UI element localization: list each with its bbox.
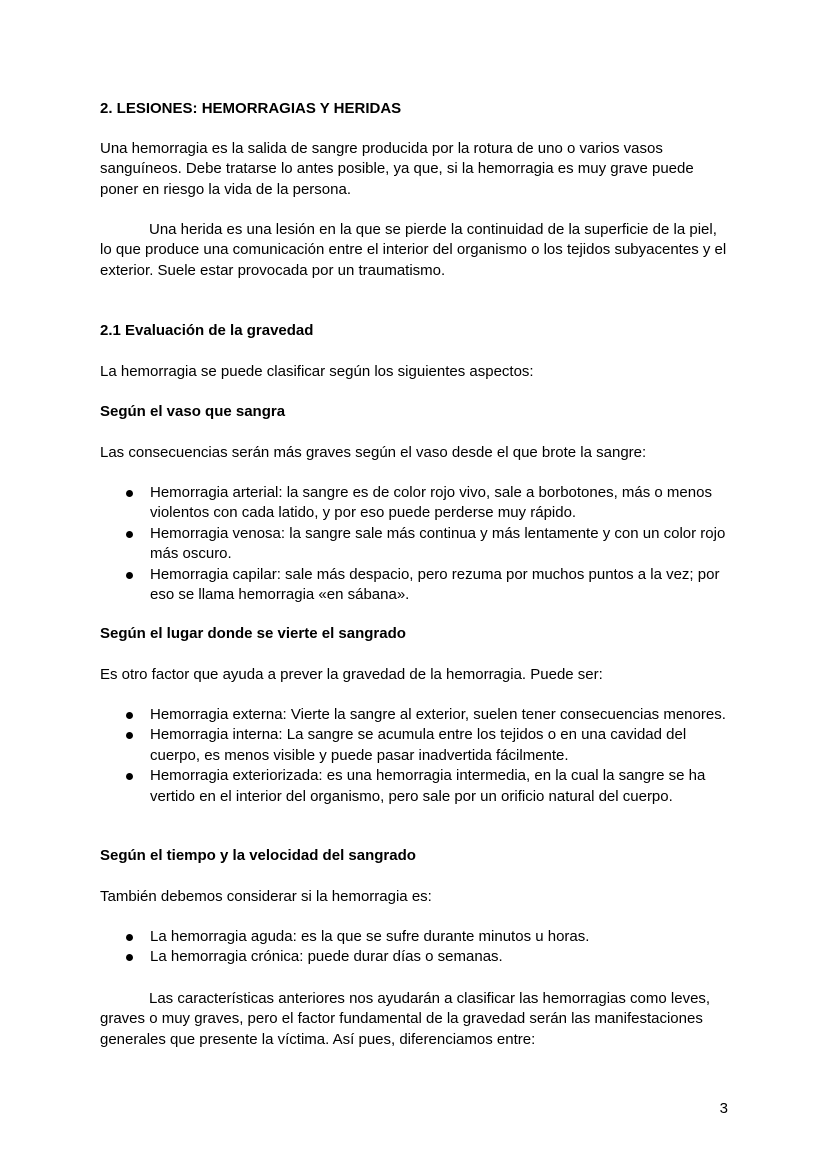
group-heading-lugar: Según el lugar donde se vierte el sangrado <box>100 625 406 642</box>
list-item: Hemorragia venosa: la sangre sale más continua y más lentamente y con un color rojo más oscuro. <box>100 524 730 565</box>
list-item: Hemorragia arterial: la sangre es de color rojo vivo, sale a borbotones, más o menos violentos con cada latido, y por eso puede perderse muy rápido. <box>100 483 730 524</box>
page-number: 3 <box>719 1100 728 1117</box>
section-title: 2. LESIONES: HEMORRAGIAS Y HERIDAS <box>100 100 402 117</box>
list-item: Hemorragia externa: Vierte la sangre al exterior, suelen tener consecuencias menores. <box>100 705 730 725</box>
list-item: Hemorragia capilar: sale más despacio, pero rezuma por muchos puntos a la vez; por eso se llama hemorragia «en sábana». <box>100 565 730 606</box>
subsection-title: 2.1 Evaluación de la gravedad <box>100 322 314 339</box>
bullet-list-lugar <box>100 705 730 807</box>
group-heading-tiempo: Según el tiempo y la velocidad del sangrado <box>100 847 416 864</box>
subsection-intro: La hemorragia se puede clasificar según los siguientes aspectos: <box>100 363 534 380</box>
group-heading-vaso: Según el vaso que sangra <box>100 403 286 420</box>
list-item: Hemorragia exteriorizada: es una hemorragia intermedia, en la cual la sangre se ha vertido en el interior del organismo, pero sale por un orificio natural del cuerpo. <box>100 766 730 807</box>
bullet-icon <box>126 572 133 579</box>
bullet-list-vaso <box>100 483 730 605</box>
bullet-icon <box>126 934 133 941</box>
intro-paragraph-hemorragia: Una hemorragia es la salida de sangre producida por la rotura de uno o varios vasos sanguíneos. Debe tratarse lo antes posible, ya que, si la hemorragia es muy grave puede poner en riesgo la vida de la persona. <box>100 140 694 198</box>
bullet-icon <box>126 773 133 780</box>
bullet-list-tiempo <box>100 927 730 968</box>
closing-paragraph: Las características anteriores nos ayudarán a clasificar las hemorragias como leves, graves o muy graves, pero el factor fundamental de la gravedad serán las manifestaciones generales que presente la víctima. Así pues, diferenciamos entre: <box>100 990 711 1048</box>
list-item: Hemorragia interna: La sangre se acumula entre los tejidos o en una cavidad del cuerpo, es menos visible y puede pasar inadvertida fácilmente. <box>100 725 730 766</box>
bullet-icon <box>126 954 133 961</box>
bullet-icon <box>126 712 133 719</box>
group-intro-vaso: Las consecuencias serán más graves según el vaso desde el que brote la sangre: <box>100 444 647 461</box>
list-item: La hemorragia aguda: es la que se sufre durante minutos u horas. <box>100 927 730 947</box>
bullet-icon <box>126 531 133 538</box>
group-intro-lugar: Es otro factor que ayuda a prever la gravedad de la hemorragia. Puede ser: <box>100 666 603 683</box>
bullet-icon <box>126 490 133 497</box>
list-item: La hemorragia crónica: puede durar días o semanas. <box>100 947 730 967</box>
bullet-icon <box>126 732 133 739</box>
intro-paragraph-herida: Una herida es una lesión en la que se pierde la continuidad de la superficie de la piel, lo que produce una comunicación entre el interior del organismo o los tejidos subyacentes y el exterior. Suele estar provocada por un traumatismo. <box>100 221 727 279</box>
group-intro-tiempo: También debemos considerar si la hemorragia es: <box>100 888 432 905</box>
